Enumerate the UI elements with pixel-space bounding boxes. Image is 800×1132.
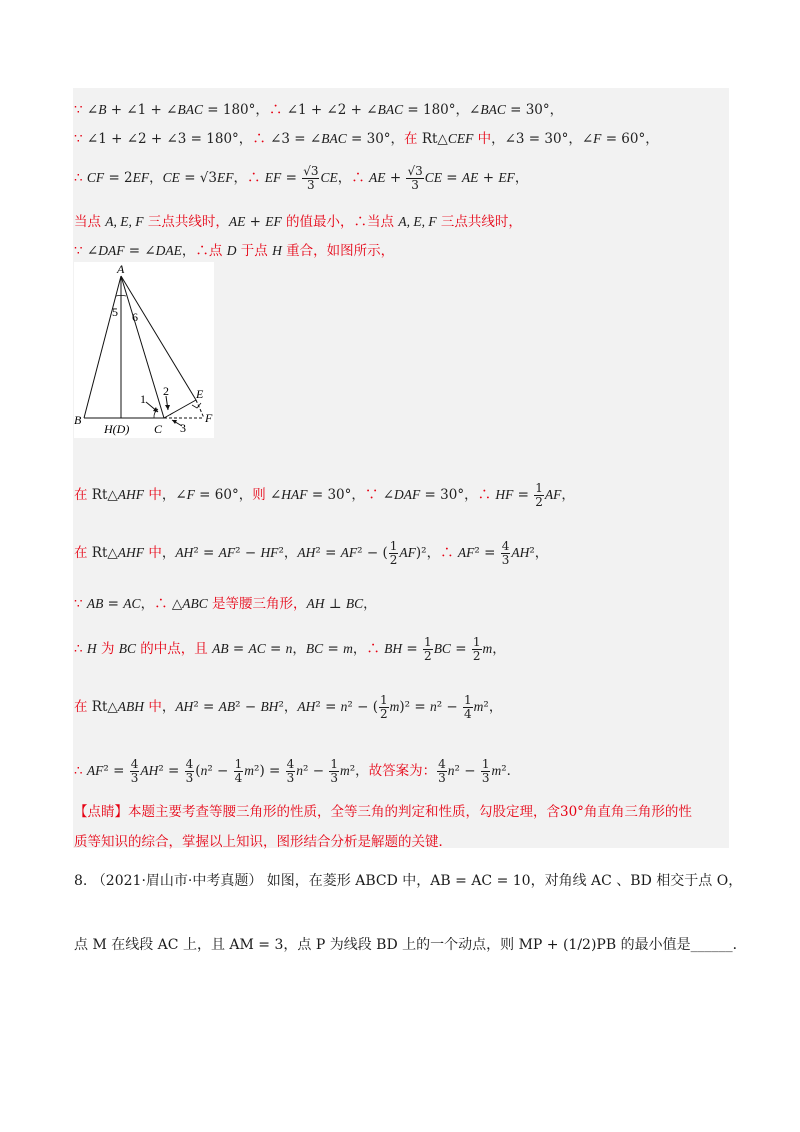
comment-line-2: 质等知识的综合，掌握以上知识，图形结合分析是解题的关键． [74,834,452,850]
question-text-2: 点 M 在线段 AC 上，且 AM = 3，点 P 为线段 BD 上的一个动点，则 MP + (1/2)PB 的最小值是______． [74,937,747,953]
label-1: 1 [140,392,146,406]
solution-line-7: 在 Rt△AHF 中，AH² = AF² − HF²，AH² = AF² − ( $\frac{1}{2}$ AF)²，∴ AF² = $\frac{4}{3}$ AH²， [74,539,549,567]
label-C: C [154,422,163,436]
label-A: A [117,262,125,276]
solution-line-9: ∴ H 为 BC 的中点，且 AB = AC = n，BC = m，∴ BH = $\frac{1}{2}$ BC = $\frac{1}{2}$ m， [74,635,506,663]
label-3: 3 [180,421,186,435]
solution-line-5: ∵ ∠DAF = ∠DAE，∴点 D 于点 H 重合，如图所示， [74,243,395,259]
solution-line-4: 当点 A, E, F 三点共线时，AE + EF 的值最小，∴当点 A, E, F 三点共线时， [74,214,522,230]
label-2: 2 [163,384,169,398]
question-number: 8. [74,873,88,889]
geometry-figure [74,262,214,438]
solution-line-10: 在 Rt△ABH 中，AH² = AB² − BH²，AH² = n² − ( $\frac{1}{2}$ m)² = n² − $\frac{1}{4}$ m²， [74,693,503,721]
solution-panel [73,88,729,848]
solution-line-6: 在 Rt△AHF 中，∠F = 60°，则 ∠HAF = 30°，∵ ∠DAF = 30°，∴ HF = $\frac{1}{2}$ AF， [74,481,575,509]
label-5: 5 [112,305,118,319]
question-line-1 [74,870,742,890]
label-F: F [205,411,213,425]
solution-line-8: ∵ AB = AC，∴ △ABC 是等腰三角形，AH ⊥ BC， [74,596,377,612]
solution-line-2: ∵ ∠1 + ∠2 + ∠3 = 180°，∴ ∠3 = ∠BAC = 30°，在 Rt△CEF 中，∠3 = 30°，∠F = 60°， [74,131,659,147]
question-text-1: 如图，在菱形 ABCD 中，AB = AC = 10，对角线 AC 、BD 相交于点 O， [266,873,743,889]
triangle-diagram [74,262,214,438]
label-E: E [196,387,204,401]
solution-line-11: ∴ AF² = $\frac{4}{3}$ AH² = $\frac{4}{3}$ (n² − $\frac{1}{4}$ m²) = $\frac{4}{3}$ n² − $\frac{1}{3}$ m²，故答案为： $\frac{4}{3}$ n² − $\frac{1}{3}$ m²． [74,757,521,785]
label-6: 6 [132,310,138,324]
label-B: B [74,413,82,427]
question-line-2 [74,934,747,954]
label-H: H(D) [104,422,130,436]
comment-line-1: 【点睛】本题主要考查等腰三角形的性质，全等三角的判定和性质，勾股定理，含30°角直角三角形的性 [74,804,692,820]
solution-line-3: ∴ CF = 2EF，CE = √3EF，∴ EF = $\frac{√3}{3}$ CE，∴ AE + $\frac{√3}{3}$ CE = AE + EF， [74,164,529,192]
question-source: （2021·眉山市·中考真题） [91,873,263,889]
solution-line-1: ∵ ∠B + ∠1 + ∠BAC = 180°，∴ ∠1 + ∠2 + ∠BAC = 180°，∠BAC = 30°， [74,102,564,118]
